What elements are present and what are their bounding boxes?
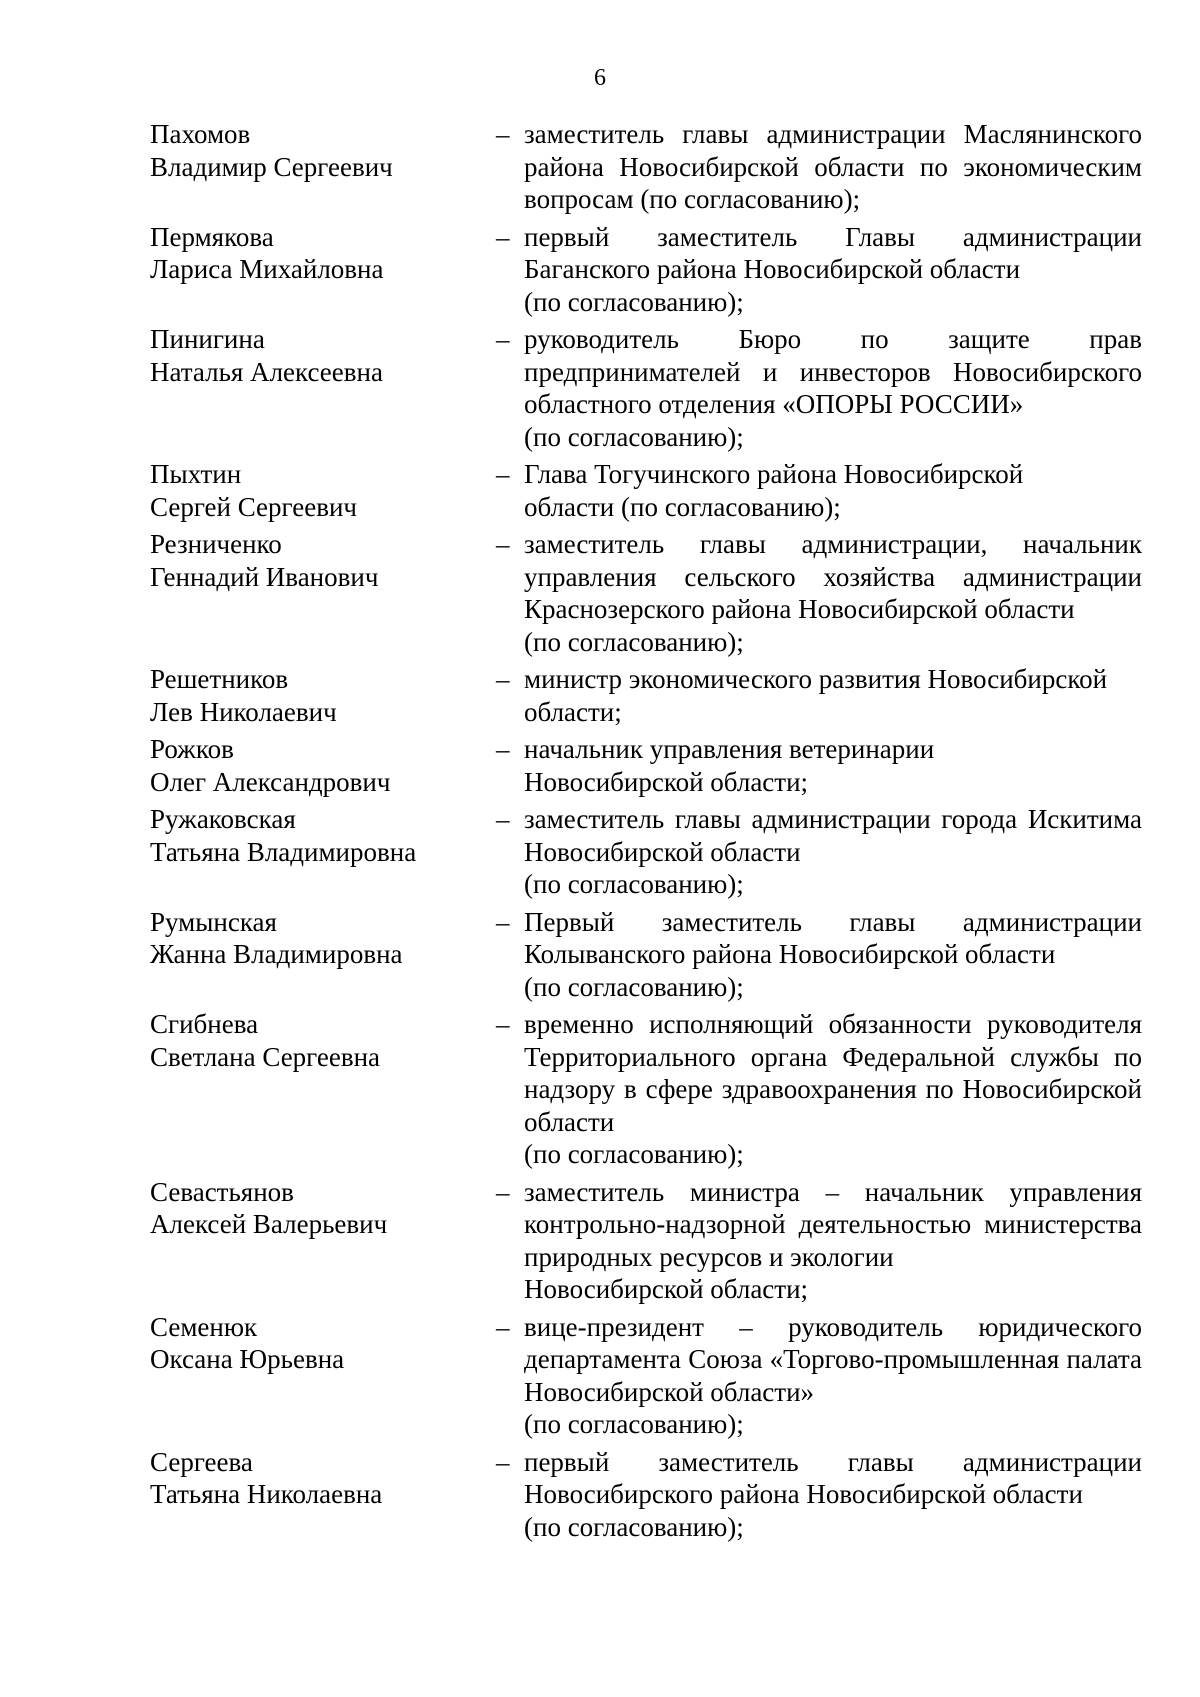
given-names: Татьяна Владимировна (150, 836, 417, 867)
person-name (150, 528, 496, 658)
position-text-last-line: (по согласованию); (524, 626, 744, 657)
member-list (150, 118, 1142, 1548)
person-name (150, 1446, 496, 1544)
surname: Пинигина (150, 324, 265, 354)
position-text: вице-президент – руководитель юридического департамента Союза «Торгово-промышленная палата Новосибирской области» (524, 1311, 1142, 1407)
given-names: Алексей Валерьевич (150, 1209, 388, 1239)
dash: – (496, 221, 510, 252)
given-names: Геннадий Иванович (150, 561, 379, 592)
dash: – (496, 119, 510, 149)
person-name (150, 906, 496, 1004)
position-text-last-line: (по согласованию); (524, 286, 744, 317)
position-text: заместитель главы администрации Маслянинского района Новосибирской области по экономическим вопросам (по согласованию); (524, 119, 1142, 214)
position-text-last-line: (по согласованию); (524, 421, 744, 452)
position-text: заместитель министра – начальник управления контрольно-надзорной деятельностью министерства природных ресурсов и экологии (524, 1176, 1142, 1272)
person-name (150, 1176, 496, 1306)
person-name (150, 663, 496, 728)
given-names: Лев Николаевич (150, 696, 337, 727)
person-name (150, 118, 496, 216)
position-text-last-line: (по согласованию); (524, 1139, 744, 1169)
position-text-last-line: (по согласованию); (524, 869, 744, 899)
position-text: Глава Тогучинского района Новосибирской (524, 459, 1024, 489)
given-names: Татьяна Николаевна (150, 1479, 383, 1509)
dash: – (496, 1446, 510, 1477)
position-text: заместитель главы администрации, начальник управления сельского хозяйства администрации Краснозерского района Новосибирской области (524, 529, 1142, 624)
list-item (150, 221, 1142, 319)
position-text: Первый заместитель главы администрации Колыванского района Новосибирской области (524, 906, 1142, 969)
surname: Пахомов (150, 119, 251, 149)
position-description (524, 803, 1142, 901)
surname: Пыхтин (150, 459, 242, 489)
position-description (524, 1008, 1142, 1171)
surname: Румынская (150, 906, 277, 937)
list-item (150, 733, 1142, 798)
given-names: Наталья Алексеевна (150, 356, 383, 387)
given-names: Светлана Сергеевна (150, 1041, 381, 1072)
dash: – (496, 459, 510, 489)
list-item (150, 803, 1142, 901)
position-text: министр экономического развития Новосибирской (524, 664, 1108, 694)
position-description (524, 1311, 1142, 1441)
surname: Резниченко (150, 529, 282, 559)
position-description (524, 1446, 1142, 1544)
person-name (150, 458, 496, 523)
dash: – (496, 1176, 510, 1207)
given-names: Лариса Михайловна (150, 254, 384, 284)
position-description (524, 663, 1142, 728)
dash: – (496, 1009, 510, 1039)
dash: – (496, 664, 510, 694)
position-text-last-line: области (по согласованию); (524, 491, 841, 522)
surname: Севастьянов (150, 1176, 294, 1207)
given-names: Жанна Владимировна (150, 939, 403, 969)
position-description (524, 458, 1142, 523)
dash: – (496, 804, 510, 834)
dash: – (496, 734, 510, 764)
person-name (150, 803, 496, 901)
position-text-last-line: области; (524, 696, 622, 727)
surname: Ружаковская (150, 804, 296, 834)
position-description (524, 323, 1142, 453)
position-text: временно исполняющий обязанности руководителя Территориального органа Федеральной службы по надзору в сфере здравоохранения по Новосибирской области (524, 1009, 1142, 1137)
person-name (150, 1311, 496, 1441)
list-item (150, 906, 1142, 1004)
position-description (524, 118, 1142, 216)
given-names: Владимир Сергеевич (150, 151, 393, 182)
page-number: 6 (594, 65, 606, 91)
surname: Рожков (150, 734, 234, 764)
given-names: Олег Александрович (150, 766, 391, 797)
list-item (150, 1446, 1142, 1544)
position-text-last-line: (по согласованию); (524, 1511, 744, 1542)
dash: – (496, 324, 510, 354)
list-item (150, 323, 1142, 453)
position-text-last-line: Новосибирской области; (524, 1274, 809, 1304)
position-description (524, 221, 1142, 319)
list-item (150, 458, 1142, 523)
position-text-last-line: Новосибирской области; (524, 766, 809, 797)
list-item (150, 118, 1142, 216)
position-text-last-line: (по согласованию); (524, 971, 744, 1002)
dash: – (496, 906, 510, 937)
position-text: начальник управления ветеринарии (524, 734, 935, 764)
position-description (524, 1176, 1142, 1306)
surname: Сгибнева (150, 1009, 259, 1039)
list-item (150, 1008, 1142, 1171)
dash: – (496, 529, 510, 559)
position-text: первый заместитель главы администрации Новосибирского района Новосибирской области (524, 1446, 1142, 1509)
list-item (150, 663, 1142, 728)
position-description (524, 733, 1142, 798)
position-text: первый заместитель Главы администрации Баганского района Новосибирской области (524, 221, 1142, 284)
person-name (150, 323, 496, 453)
surname: Семенюк (150, 1311, 258, 1342)
position-text: руководитель Бюро по защите прав предпринимателей и инвесторов Новосибирского областного отделения «ОПОРЫ РОССИИ» (524, 324, 1142, 419)
person-name (150, 1008, 496, 1171)
person-name (150, 733, 496, 798)
given-names: Оксана Юрьевна (150, 1344, 345, 1374)
list-item (150, 528, 1142, 658)
person-name (150, 221, 496, 319)
surname: Пермякова (150, 221, 274, 252)
dash: – (496, 1311, 510, 1342)
surname: Сергеева (150, 1446, 253, 1477)
position-description (524, 528, 1142, 658)
list-item (150, 1176, 1142, 1306)
position-text-last-line: (по согласованию); (524, 1409, 744, 1439)
list-item (150, 1311, 1142, 1441)
given-names: Сергей Сергеевич (150, 491, 358, 522)
surname: Решетников (150, 664, 289, 694)
position-description (524, 906, 1142, 1004)
position-text: заместитель главы администрации города Искитима Новосибирской области (524, 804, 1142, 867)
